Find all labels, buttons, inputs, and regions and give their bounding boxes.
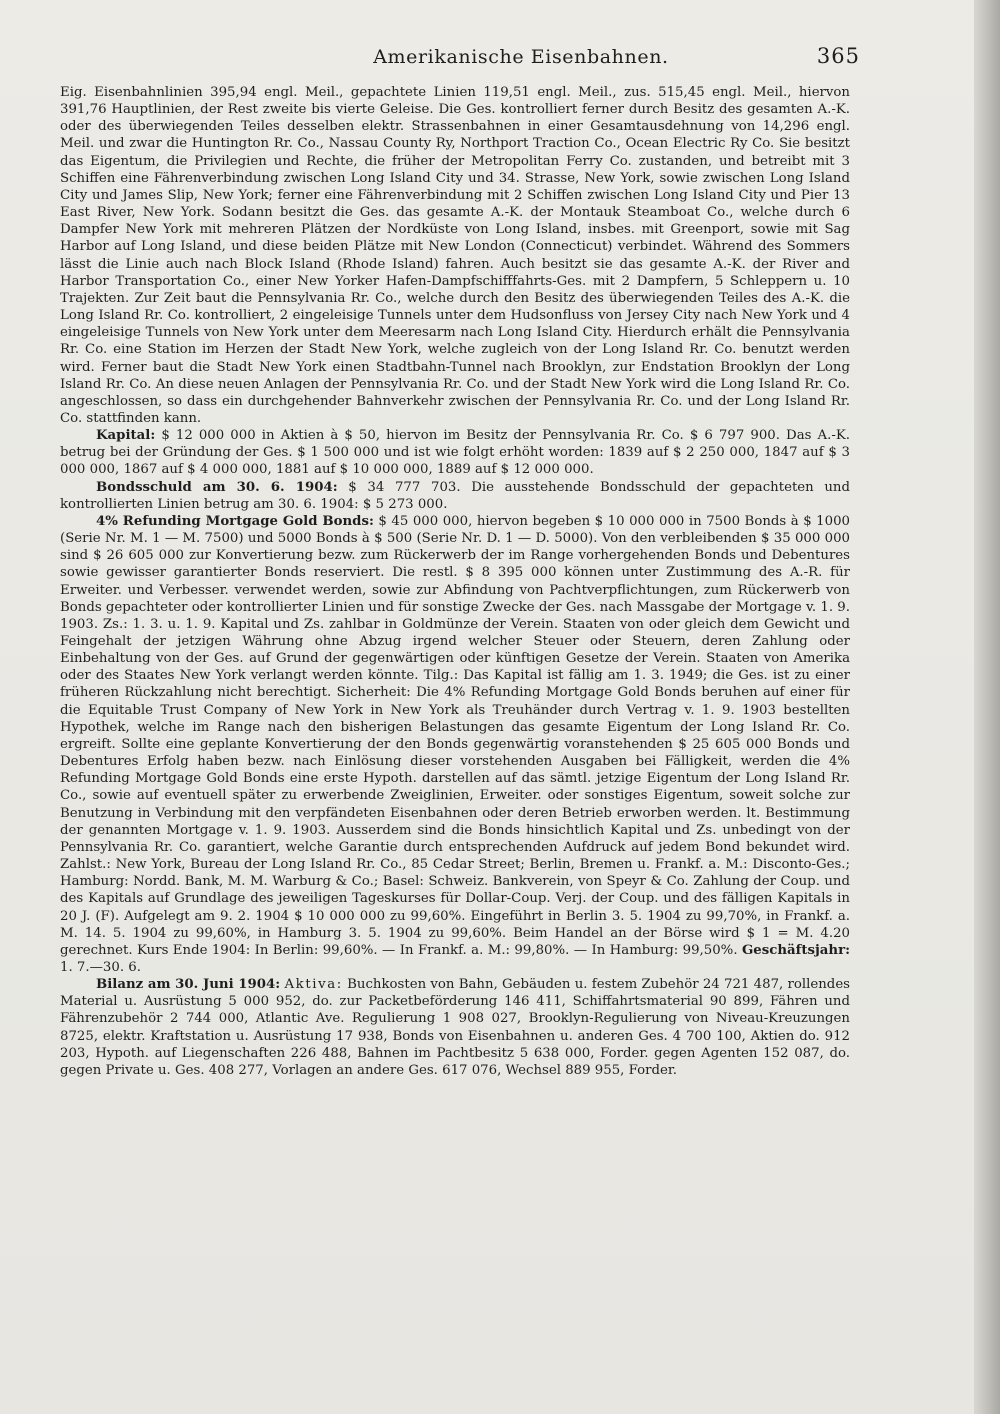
paragraph-intro <box>60 84 850 427</box>
paragraph-kapital <box>60 427 850 478</box>
section-heading-kapital: Kapital: <box>96 428 156 444</box>
paragraph-refunding-bonds <box>60 513 850 976</box>
section-heading-bilanz: Bilanz am 30. Juni 1904: <box>96 977 281 993</box>
paragraph-text: 1. 7.—30. 6. <box>60 959 141 975</box>
aktiva-label: Aktiva: <box>284 977 343 993</box>
paragraph-text: Buchkosten von Bahn, Gebäuden u. festem Zubehör 24 721 487, rollendes Material u. Ausrüstung 5 000 952, do. zur Packetbeförderung 146 411, Schiffahrtsmaterial 90 899, Fähren und Fährenzubehör 2 744 000, Atlantic Ave. Regulierung 1 908 027, Brooklyn-Regulierung von Niveau-Kreuzungen 8725, elektr. Kraftstation u. Ausrüstung 17 938, Bonds von Eisenbahnen u. anderen Ges. 4 700 100, Aktien do. 912 203, Hypoth. auf Liegenschaften 226 488, Bahnen im Pachtbesitz 5 638 000, Forder. gegen Agenten 152 087, do. gegen Private u. Ges. 408 277, Vorlagen an andere Ges. 617 076, Wechsel 889 955, Forder. <box>60 977 851 1078</box>
paragraph-bondsschuld <box>60 479 850 513</box>
paragraph-bilanz <box>60 976 850 1079</box>
paragraph-text: $ 12 000 000 in Aktien à $ 50, hiervon im Besitz der Pennsylvania Rr. Co. $ 6 797 900. Das A.-K. betrug bei der Gründung der Ges. $ 1 500 000 und ist wie folgt erhöht worden: 1839 auf $ 2 250 000, 1847 auf $ 3 000 000, 1867 auf $ 4 000 000, 1881 auf $ 10 000 000, 1889 auf $ 12 000 000. <box>60 428 850 478</box>
paragraph-text: $ 45 000 000, hiervon begeben $ 10 000 000 in 7500 Bonds à $ 1000 (Serie Nr. M. 1 — M. 7500) und 5000 Bonds à $ 500 (Serie Nr. D. 1 — D. 5000). Von den verbleibenden $ 35 000 000 sind $ 26 605 000 zur Konvertierung bezw. zum Rückerwerb der im Range vorhergehenden Bonds und Debentures sowie gewisser garantierter Bonds reserviert. Die restl. $ 8 395 000 können unter Zustimmung des A.-R. für Erweiter. und Verbesser. verwendet werden, sowie zur Abfindung von Pachtverpflichtungen, zum Rückerwerb von Bonds gepachteter oder kontrollierter Linien und für sonstige Zwecke der Ges. nach Massgabe der Mortgage v. 1. 9. 1903. Zs.: 1. 3. u. 1. 9. Kapital und Zs. zahlbar in Goldmünze der Verein. Staaten von oder gleich dem Gewicht und Feingehalt der jetzigen Währung ohne Abzug irgend welcher Steuer oder Steuern, deren Zahlung oder Einbehaltung von der Ges. auf Grund der gegenwärtigen oder künftigen Gesetze der Verein. Staaten von Amerika oder des Staates New York verlangt werden könnte. Tilg.: Das Kapital ist fällig am 1. 3. 1949; die Ges. ist zu einer früheren Rückzahlung nicht berechtigt. Sicherheit: Die 4% Refunding Mortgage Gold Bonds beruhen auf einer für die Equitable Trust Company of New York in New York als Treuhänder durch Vertrag v. 1. 9. 1903 bestellten Hypothek, welche im Range nach den bisherigen Belastungen das gesamte Eigentum der Long Island Rr. Co. ergreift. Sollte eine geplante Konvertierung der den Bonds gegenwärtig voranstehenden $ 25 605 000 Bonds und Debentures Erfolg haben bezw. nach Einlösung dieser vorstehenden Ausgaben bei Fälligkeit, werden die 4% Refunding Mortgage Gold Bonds eine erste Hypoth. darstellen auf das sämtl. jetzige Eigentum der Long Island Rr. Co., sowie auf eventuell später zu erwerbende Zweiglinien, Erweiter. oder sonstiges Eigentum, soweit solche zur Benutzung in Verbindung mit den verpfändeten Eisenbahnen oder deren Betrieb erworben werden. lt. Bestimmung der genannten Mortgage v. 1. 9. 1903. Ausserdem sind die Bonds hinsichtlich Kapital und Zs. unbedingt von der Pennsylvania Rr. Co. garantiert, welche Garantie durch entsprechenden Aufdruck auf jedem Bond bekundet wird. Zahlst.: New York, Bureau der Long Island Rr. Co., 85 Cedar Street; Berlin, Bremen u. Frankf. a. M.: Disconto-Ges.; Hamburg: Nordd. Bank, M. M. Warburg & Co.; Basel: Schweiz. Bankverein, von Speyr & Co. Zahlung der Coup. und des Kapitals auf Grundlage des jeweiligen Tageskurses für Dollar-Coup. Verj. der Coup. und des fälligen Kapitals in 20 J. (F). Aufgelegt am 9. 2. 1904 $ 10 000 000 zu 99,60%. Eingeführt in Berlin 3. 5. 1904 zu 99,70%, in Frankf. a. M. 14. 5. 1904 zu 99,60%, in Hamburg 3. 5. 1904 zu 99,60%. Beim Handel an der Börse wird $ 1 = M. 4.20 gerechnet. Kurs Ende 1904: In Berlin: 99,60%. — In Frankf. a. M.: 99,80%. — In Hamburg: 99,50%. <box>60 513 851 958</box>
page-edge-shadow <box>974 0 1000 1414</box>
running-title: Amerikanische Eisenbahnen. <box>373 46 669 68</box>
section-heading-geschaeftsjahr: Geschäftsjahr: <box>741 942 850 958</box>
page-number: 365 <box>816 44 860 68</box>
body-text <box>60 84 850 1079</box>
paragraph-text: Eig. Eisenbahnlinien 395,94 engl. Meil., gepachtete Linien 119,51 engl. Meil., zus. 515,45 engl. Meil., hiervon 391,76 Hauptlinien, der Rest zweite bis vierte Geleise. Die Ges. kontrolliert ferner durch Besitz des gesamten A.-K. oder des überwiegenden Teiles desselben elektr. Strassenbahnen in einer Gesamtausdehnung von 14,296 engl. Meil. und zwar die Huntington Rr. Co., Nassau County Ry, Northport Traction Co., Ocean Electric Ry Co. Sie besitzt das Eigentum, die Privilegien und Rechte, die früher der Metropolitan Ferry Co. zustanden, und betreibt mit 3 Schiffen eine Fährenverbindung zwischen Long Island City und 34. Strasse, New York, sowie zwischen Long Island City und James Slip, New York; ferner eine Fährenverbindung mit 2 Schiffen zwischen Long Island City und Pier 13 East River, New York. Sodann besitzt die Ges. das gesamte A.-K. der Montauk Steamboat Co., welche durch 6 Dampfer New York mit mehreren Plätzen der Nordküste von Long Island, insbes. mit Greenport, sowie mit Sag Harbor auf Long Island, und diese beiden Plätze mit New London (Connecticut) verbindet. Während des Sommers lässt die Linie auch nach Block Island (Rhode Island) fahren. Auch besitzt sie das gesamte A.-K. der River and Harbor Transportation Co., einer New Yorker Hafen-Dampfschifffahrts-Ges. mit 2 Dampfern, 5 Schleppern u. 10 Trajekten. Zur Zeit baut die Pennsylvania Rr. Co., welche durch den Besitz des überwiegenden Teiles des A.-K. die Long Island Rr. Co. kontrolliert, 2 eingeleisige Tunnels unter dem Hudsonfluss von Jersey City nach New York und 4 eingeleisige Tunnels von New York unter dem Meeresarm nach Long Island City. Hierdurch erhält die Pennsylvania Rr. Co. eine Station im Herzen der Stadt New York, welche zugleich von der Long Island Rr. Co. benutzt werden wird. Ferner baut die Stadt New York einen Stadtbahn-Tunnel nach Brooklyn, zur Endstation Brooklyn der Long Island Rr. Co. An diese neuen Anlagen der Pennsylvania Rr. Co. und der Stadt New York wird die Long Island Rr. Co. angeschlossen, so dass ein durchgehender Bahnverkehr zwischen der Pennsylvania Rr. Co. und der Long Island Rr. Co. stattfinden kann. <box>60 85 850 426</box>
page-header <box>130 44 860 68</box>
paragraph-text: $ 34 777 703. Die ausstehende Bondsschuld der gepachteten und kontrollierten Linien betrug am 30. 6. 1904: $ 5 273 000. <box>60 479 851 512</box>
section-heading-refunding-bonds: 4% Refunding Mortgage Gold Bonds: <box>96 513 374 529</box>
section-heading-bondsschuld: Bondsschuld am 30. 6. 1904: <box>96 479 338 495</box>
